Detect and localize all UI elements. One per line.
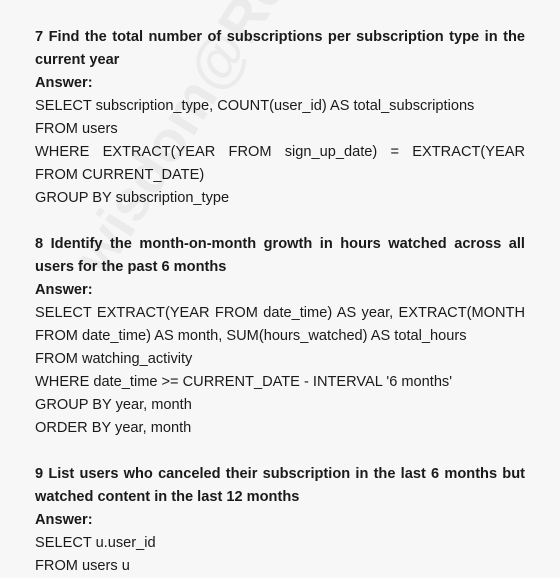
sql-line: WHERE EXTRACT(YEAR FROM sign_up_date) = EXTRACT(YEAR FROM CURRENT_DATE): [35, 144, 525, 183]
sql-line: FROM users: [35, 121, 118, 137]
answer-label: Answer:: [35, 75, 93, 91]
section-spacer: [35, 210, 525, 233]
question-block-7: [35, 26, 525, 210]
sql-line: SELECT u.user_id: [35, 535, 156, 551]
sql-line: SELECT subscription_type, COUNT(user_id) AS total_subscriptions: [35, 98, 475, 114]
document-body: [35, 26, 525, 578]
question-block-9: [35, 463, 525, 578]
section-spacer: [35, 440, 525, 463]
answer-label: Answer:: [35, 512, 93, 528]
question-text: 7 Find the total number of subscriptions per subscription type in the current year: [35, 29, 525, 68]
question-text: 8 Identify the month-on-month growth in hours watched across all users for the past 6 months: [35, 236, 525, 275]
answer-label: Answer:: [35, 282, 93, 298]
sql-line: SELECT EXTRACT(YEAR FROM date_time) AS year, EXTRACT(MONTH FROM date_time) AS month, SUM(hours_watched) AS total_hours: [35, 305, 525, 344]
question-text: 9 List users who canceled their subscription in the last 6 months but watched content in the last 12 months: [35, 466, 525, 505]
sql-line: FROM users u: [35, 558, 130, 574]
sql-line: GROUP BY year, month: [35, 397, 192, 413]
sql-line: WHERE date_time >= CURRENT_DATE - INTERVAL '6 months': [35, 374, 453, 390]
question-block-8: [35, 233, 525, 440]
sql-line: FROM watching_activity: [35, 351, 193, 367]
sql-line: ORDER BY year, month: [35, 420, 192, 436]
sql-line: GROUP BY subscription_type: [35, 190, 230, 206]
